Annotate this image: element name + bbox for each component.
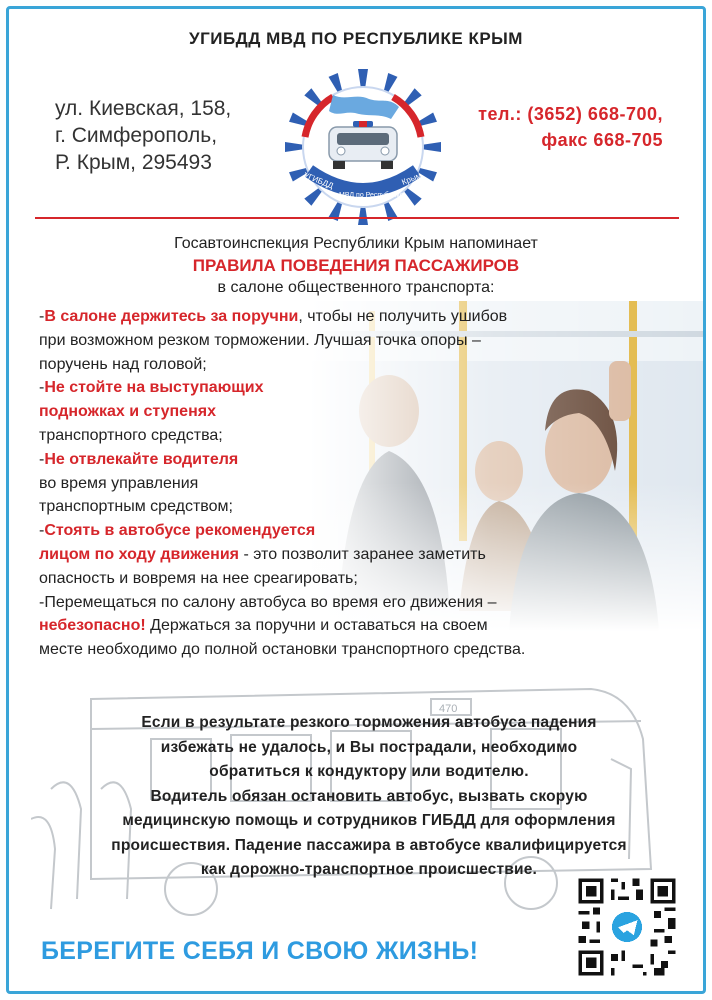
rule-line: транспортного средства; xyxy=(39,426,223,444)
rules-list xyxy=(39,305,699,662)
rule-line: -Не отвлекайте водителя xyxy=(39,450,239,468)
rule-line: во время управления xyxy=(39,474,199,492)
address-line: Р. Крым, 295493 xyxy=(55,151,212,174)
police-emblem-icon xyxy=(283,67,443,227)
advice-line: медицинскую помощь и сотрудников ГИБДД для оформления xyxy=(122,812,616,829)
advice-block xyxy=(69,711,669,883)
advice-line: Водитель обязан остановить автобус, вызвать скорую xyxy=(150,787,588,805)
intro-line: Госавтоинспекция Республики Крым напоминает xyxy=(174,235,538,252)
rule-line: -Не стойте на выступающих xyxy=(39,379,264,397)
intro-block xyxy=(9,233,703,299)
closing-slogan: БЕРЕГИТЕ СЕБЯ И СВОЮ ЖИЗНЬ! xyxy=(41,937,479,965)
address-block xyxy=(55,95,231,176)
header-divider xyxy=(35,217,679,219)
address-line: г. Симферополь, xyxy=(55,124,218,147)
rule-line: месте необходимо до полной остановки транспортного средства. xyxy=(39,641,526,659)
address-line: ул. Киевская, 158, xyxy=(55,97,232,120)
advice-line: избежать не удалось, и Вы пострадали, необходимо xyxy=(160,738,578,756)
advice-line: Если в результате резкого торможения автобуса падения xyxy=(141,714,597,731)
rule-line: подножках и ступенях xyxy=(39,403,216,421)
rule-line: небезопасно! Держаться за поручни и оставаться на своем xyxy=(39,617,488,635)
rule-line: при возможном резком торможении. Лучшая точка опоры – xyxy=(39,331,481,349)
intro-line: в салоне общественного транспорта: xyxy=(217,279,495,296)
poster-frame xyxy=(6,6,706,994)
rule-line: опасность и вовремя на нее среагировать; xyxy=(39,569,358,587)
advice-line: обратиться к кондуктору или водителю. xyxy=(209,763,529,780)
fax-text: факс 668-705 xyxy=(541,130,663,150)
rule-line: транспортным средством; xyxy=(39,498,233,516)
emblem-bottom-text: МВД по Республике xyxy=(339,192,404,199)
rule-line: -Стоять в автобусе рекомендуется xyxy=(39,522,316,540)
contacts-block xyxy=(478,101,663,153)
rule-line: -В салоне держитесь за поручни, чтобы не получить ушибов xyxy=(39,308,508,325)
emblem-right-text: Крым xyxy=(400,170,423,187)
rule-line: поручень над головой; xyxy=(39,355,207,373)
qr-code-icon[interactable] xyxy=(575,875,679,979)
rule-line: лицом по ходу движения - это позволит заранее заметить xyxy=(39,545,486,563)
advice-line: как дорожно-транспортное происшествие. xyxy=(200,861,538,878)
phone-text: тел.: (3652) 668-700, xyxy=(478,104,663,124)
advice-line: происшествия. Падение пассажира в автобусе квалифицируется xyxy=(111,836,627,854)
emblem-left-text: УГИБДД xyxy=(302,170,335,191)
rule-line: -Перемещаться по салону автобуса во время его движения – xyxy=(39,593,497,611)
bus-route-number: 470 xyxy=(439,703,458,715)
agency-title: УГИБДД МВД ПО РЕСПУБЛИКЕ КРЫМ xyxy=(189,29,523,48)
intro-headline: ПРАВИЛА ПОВЕДЕНИЯ ПАССАЖИРОВ xyxy=(192,256,520,275)
